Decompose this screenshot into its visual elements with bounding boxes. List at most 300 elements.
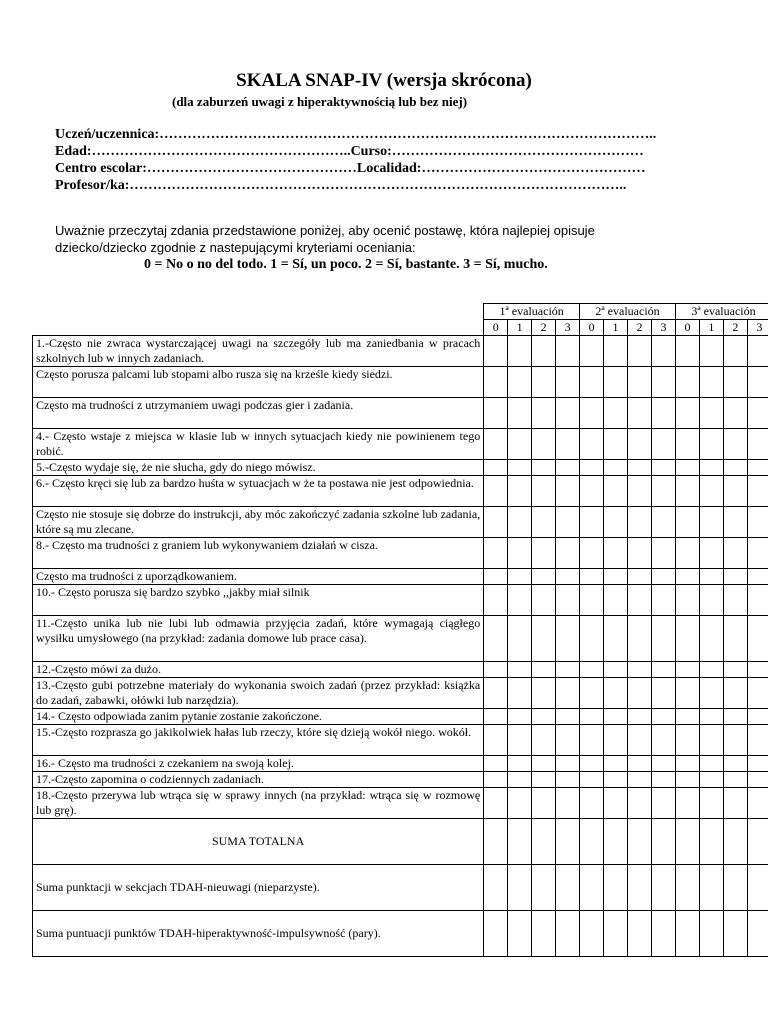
score-cell[interactable] bbox=[747, 398, 768, 429]
score-cell[interactable] bbox=[580, 336, 604, 367]
table-row bbox=[33, 585, 768, 616]
score-cell[interactable] bbox=[556, 569, 580, 585]
score-cell[interactable] bbox=[651, 367, 675, 398]
score-header: 3 bbox=[556, 320, 580, 336]
score-cell[interactable] bbox=[580, 429, 604, 460]
score-cell[interactable] bbox=[508, 398, 532, 429]
score-cell[interactable] bbox=[628, 538, 652, 569]
score-cell[interactable] bbox=[723, 865, 747, 911]
score-cell[interactable] bbox=[723, 756, 747, 772]
score-cell[interactable] bbox=[580, 709, 604, 725]
score-cell[interactable] bbox=[723, 476, 747, 507]
score-cell[interactable] bbox=[532, 460, 556, 476]
sum-row bbox=[33, 911, 768, 957]
score-cell[interactable] bbox=[747, 725, 768, 756]
score-cell[interactable] bbox=[651, 725, 675, 756]
score-cell[interactable] bbox=[484, 772, 508, 788]
score-cell[interactable] bbox=[747, 507, 768, 538]
score-cell[interactable] bbox=[699, 569, 723, 585]
score-header: 0 bbox=[580, 320, 604, 336]
score-cell[interactable] bbox=[580, 756, 604, 772]
table-row bbox=[33, 756, 768, 772]
score-cell[interactable] bbox=[747, 756, 768, 772]
page-title: SKALA SNAP-IV (wersja skrócona) bbox=[236, 70, 532, 91]
score-cell[interactable] bbox=[747, 429, 768, 460]
score-cell[interactable] bbox=[556, 911, 580, 957]
item-text: 4.- Często wstaje z miejsca w klasie lub w innych sytuacjach kiedy nie powinienem tego robić. bbox=[33, 429, 484, 460]
score-cell[interactable] bbox=[651, 819, 675, 865]
score-cell[interactable] bbox=[747, 709, 768, 725]
score-cell[interactable] bbox=[651, 538, 675, 569]
score-cell[interactable] bbox=[508, 476, 532, 507]
score-cell[interactable] bbox=[532, 725, 556, 756]
score-cell[interactable] bbox=[604, 507, 628, 538]
score-cell[interactable] bbox=[580, 367, 604, 398]
score-cell[interactable] bbox=[723, 585, 747, 616]
score-cell[interactable] bbox=[723, 662, 747, 678]
score-cell[interactable] bbox=[628, 709, 652, 725]
score-cell[interactable] bbox=[747, 819, 768, 865]
score-cell[interactable] bbox=[532, 819, 556, 865]
score-cell[interactable] bbox=[580, 819, 604, 865]
score-cell[interactable] bbox=[651, 398, 675, 429]
score-cell[interactable] bbox=[675, 709, 699, 725]
score-cell[interactable] bbox=[532, 507, 556, 538]
score-cell[interactable] bbox=[747, 336, 768, 367]
score-cell[interactable] bbox=[604, 569, 628, 585]
score-cell[interactable] bbox=[628, 865, 652, 911]
score-cell[interactable] bbox=[580, 476, 604, 507]
score-cell[interactable] bbox=[628, 725, 652, 756]
score-cell[interactable] bbox=[604, 678, 628, 709]
item-text: Często ma trudności z utrzymaniem uwagi podczas gier i zadania. bbox=[33, 398, 484, 429]
table-row bbox=[33, 507, 768, 538]
score-cell[interactable] bbox=[651, 911, 675, 957]
score-cell[interactable] bbox=[628, 569, 652, 585]
table-row bbox=[33, 772, 768, 788]
score-cell[interactable] bbox=[556, 725, 580, 756]
score-cell[interactable] bbox=[556, 819, 580, 865]
score-cell[interactable] bbox=[580, 507, 604, 538]
score-cell[interactable] bbox=[532, 569, 556, 585]
score-cell[interactable] bbox=[604, 616, 628, 662]
score-cell[interactable] bbox=[532, 662, 556, 678]
score-cell[interactable] bbox=[651, 788, 675, 819]
score-cell[interactable] bbox=[747, 585, 768, 616]
score-cell[interactable] bbox=[747, 460, 768, 476]
score-cell[interactable] bbox=[699, 788, 723, 819]
score-cell[interactable] bbox=[699, 585, 723, 616]
score-cell[interactable] bbox=[508, 336, 532, 367]
score-cell[interactable] bbox=[675, 398, 699, 429]
score-cell[interactable] bbox=[484, 429, 508, 460]
score-cell[interactable] bbox=[604, 911, 628, 957]
score-cell[interactable] bbox=[699, 336, 723, 367]
item-text: 11.-Często unika lub nie lubi lub odmawia przyjęcia zadań, które wymagają ciągłego wysiłku umysłowego (na przykład: zadania domowe lub prace casa). bbox=[33, 616, 484, 662]
score-cell[interactable] bbox=[699, 709, 723, 725]
score-cell[interactable] bbox=[675, 819, 699, 865]
score-cell[interactable] bbox=[508, 865, 532, 911]
score-cell[interactable] bbox=[651, 865, 675, 911]
score-cell[interactable] bbox=[484, 476, 508, 507]
score-cell[interactable] bbox=[604, 662, 628, 678]
score-cell[interactable] bbox=[628, 367, 652, 398]
score-cell[interactable] bbox=[580, 911, 604, 957]
score-header: 0 bbox=[484, 320, 508, 336]
score-cell[interactable] bbox=[723, 507, 747, 538]
score-cell[interactable] bbox=[675, 911, 699, 957]
score-cell[interactable] bbox=[508, 756, 532, 772]
score-cell[interactable] bbox=[508, 911, 532, 957]
score-cell[interactable] bbox=[628, 585, 652, 616]
score-cell[interactable] bbox=[532, 336, 556, 367]
score-cell[interactable] bbox=[508, 460, 532, 476]
score-cell[interactable] bbox=[651, 429, 675, 460]
score-cell[interactable] bbox=[484, 367, 508, 398]
score-cell[interactable] bbox=[484, 756, 508, 772]
sum-label: Suma puntuacji punktów TDAH-hiperaktywność-impulsywność (pary). bbox=[33, 911, 484, 957]
score-cell[interactable] bbox=[580, 788, 604, 819]
score-cell[interactable] bbox=[484, 709, 508, 725]
score-cell[interactable] bbox=[508, 367, 532, 398]
score-cell[interactable] bbox=[699, 507, 723, 538]
score-cell[interactable] bbox=[556, 507, 580, 538]
score-cell[interactable] bbox=[651, 460, 675, 476]
score-cell[interactable] bbox=[651, 569, 675, 585]
score-cell[interactable] bbox=[532, 756, 556, 772]
score-cell[interactable] bbox=[604, 865, 628, 911]
score-cell[interactable] bbox=[532, 616, 556, 662]
score-cell[interactable] bbox=[747, 911, 768, 957]
evaluation-header: 1ª evaluación bbox=[484, 304, 580, 320]
score-cell[interactable] bbox=[508, 429, 532, 460]
score-cell[interactable] bbox=[675, 429, 699, 460]
score-cell[interactable] bbox=[604, 756, 628, 772]
score-cell[interactable] bbox=[532, 476, 556, 507]
score-cell[interactable] bbox=[699, 756, 723, 772]
score-cell[interactable] bbox=[699, 538, 723, 569]
score-cell[interactable] bbox=[508, 819, 532, 865]
score-cell[interactable] bbox=[508, 616, 532, 662]
score-cell[interactable] bbox=[532, 709, 556, 725]
score-cell[interactable] bbox=[604, 772, 628, 788]
score-cell[interactable] bbox=[628, 756, 652, 772]
score-cell[interactable] bbox=[604, 709, 628, 725]
table-row bbox=[33, 429, 768, 460]
score-cell[interactable] bbox=[508, 709, 532, 725]
score-cell[interactable] bbox=[747, 367, 768, 398]
score-cell[interactable] bbox=[699, 911, 723, 957]
score-cell[interactable] bbox=[628, 819, 652, 865]
score-cell[interactable] bbox=[580, 725, 604, 756]
score-cell[interactable] bbox=[651, 678, 675, 709]
score-cell[interactable] bbox=[604, 336, 628, 367]
score-cell[interactable] bbox=[675, 788, 699, 819]
score-cell[interactable] bbox=[747, 662, 768, 678]
score-cell[interactable] bbox=[556, 398, 580, 429]
score-cell[interactable] bbox=[675, 367, 699, 398]
score-cell[interactable] bbox=[532, 367, 556, 398]
score-cell[interactable] bbox=[508, 569, 532, 585]
score-cell[interactable] bbox=[508, 772, 532, 788]
score-cell[interactable] bbox=[532, 429, 556, 460]
score-cell[interactable] bbox=[651, 507, 675, 538]
score-cell[interactable] bbox=[723, 569, 747, 585]
score-cell[interactable] bbox=[484, 507, 508, 538]
score-cell[interactable] bbox=[556, 678, 580, 709]
score-cell[interactable] bbox=[699, 819, 723, 865]
score-cell[interactable] bbox=[675, 585, 699, 616]
score-cell[interactable] bbox=[651, 585, 675, 616]
table-row bbox=[33, 538, 768, 569]
score-cell[interactable] bbox=[723, 819, 747, 865]
score-cell[interactable] bbox=[484, 538, 508, 569]
score-cell[interactable] bbox=[556, 709, 580, 725]
score-cell[interactable] bbox=[532, 398, 556, 429]
student-field[interactable]: Uczeń/uczennica:…………………………………………………………………………………………….. bbox=[55, 127, 657, 142]
score-cell[interactable] bbox=[628, 662, 652, 678]
age-course-field[interactable]: Edad:………………………………………………..Curso:……………………………………………… bbox=[55, 144, 644, 159]
score-cell[interactable] bbox=[580, 538, 604, 569]
score-cell[interactable] bbox=[556, 865, 580, 911]
score-cell[interactable] bbox=[675, 725, 699, 756]
score-cell[interactable] bbox=[699, 865, 723, 911]
score-header: 0 bbox=[675, 320, 699, 336]
item-text: 16.- Często ma trudności z czekaniem na swoją kolej. bbox=[33, 756, 484, 772]
score-cell[interactable] bbox=[699, 398, 723, 429]
item-text: 1.-Często nie zwraca wystarczającej uwagi na szczegóły lub ma zaniedbania w pracach szkolnych lub w innych zadaniach. bbox=[33, 336, 484, 367]
score-cell[interactable] bbox=[604, 585, 628, 616]
score-cell[interactable] bbox=[723, 398, 747, 429]
table-row bbox=[33, 788, 768, 819]
score-cell[interactable] bbox=[723, 616, 747, 662]
score-cell[interactable] bbox=[484, 398, 508, 429]
score-cell[interactable] bbox=[675, 678, 699, 709]
score-cell[interactable] bbox=[604, 429, 628, 460]
score-cell[interactable] bbox=[556, 585, 580, 616]
score-cell[interactable] bbox=[604, 367, 628, 398]
score-cell[interactable] bbox=[532, 788, 556, 819]
score-cell[interactable] bbox=[723, 772, 747, 788]
score-cell[interactable] bbox=[556, 476, 580, 507]
rating-scale: 0 = No o no del todo. 1 = Sí, un poco. 2 = Sí, bastante. 3 = Sí, mucho. bbox=[144, 257, 548, 272]
score-cell[interactable] bbox=[723, 678, 747, 709]
score-cell[interactable] bbox=[556, 538, 580, 569]
score-header: 2 bbox=[723, 320, 747, 336]
score-cell[interactable] bbox=[651, 709, 675, 725]
teacher-field[interactable]: Profesor/ka:…………………………………………………………………………………………….. bbox=[55, 178, 627, 193]
score-header: 1 bbox=[604, 320, 628, 336]
score-cell[interactable] bbox=[675, 662, 699, 678]
score-cell[interactable] bbox=[675, 569, 699, 585]
score-cell[interactable] bbox=[699, 662, 723, 678]
score-cell[interactable] bbox=[580, 662, 604, 678]
score-cell[interactable] bbox=[675, 616, 699, 662]
score-cell[interactable] bbox=[699, 429, 723, 460]
score-cell[interactable] bbox=[651, 772, 675, 788]
score-cell[interactable] bbox=[675, 336, 699, 367]
score-cell[interactable] bbox=[675, 460, 699, 476]
score-cell[interactable] bbox=[580, 398, 604, 429]
score-cell[interactable] bbox=[747, 538, 768, 569]
score-cell[interactable] bbox=[651, 616, 675, 662]
score-cell[interactable] bbox=[556, 429, 580, 460]
score-cell[interactable] bbox=[484, 585, 508, 616]
item-text: 14.- Często odpowiada zanim pytanie zostanie zakończone. bbox=[33, 709, 484, 725]
score-cell[interactable] bbox=[556, 788, 580, 819]
score-cell[interactable] bbox=[508, 725, 532, 756]
score-cell[interactable] bbox=[580, 678, 604, 709]
score-cell[interactable] bbox=[484, 569, 508, 585]
table-row bbox=[33, 398, 768, 429]
score-cell[interactable] bbox=[532, 585, 556, 616]
score-cell[interactable] bbox=[651, 476, 675, 507]
score-cell[interactable] bbox=[556, 460, 580, 476]
score-cell[interactable] bbox=[628, 336, 652, 367]
score-cell[interactable] bbox=[580, 865, 604, 911]
score-cell[interactable] bbox=[508, 678, 532, 709]
item-text: Często nie stosuje się dobrze do instrukcji, aby móc zakończyć zadania szkolne lub zadania, które są mu zlecane. bbox=[33, 507, 484, 538]
score-header: 3 bbox=[747, 320, 768, 336]
score-cell[interactable] bbox=[628, 911, 652, 957]
score-cell[interactable] bbox=[675, 865, 699, 911]
score-cell[interactable] bbox=[484, 788, 508, 819]
score-cell[interactable] bbox=[628, 678, 652, 709]
table-corner bbox=[33, 304, 484, 336]
score-cell[interactable] bbox=[532, 772, 556, 788]
score-cell[interactable] bbox=[532, 678, 556, 709]
score-cell[interactable] bbox=[747, 772, 768, 788]
score-cell[interactable] bbox=[723, 725, 747, 756]
score-cell[interactable] bbox=[699, 476, 723, 507]
score-cell[interactable] bbox=[532, 865, 556, 911]
item-text: 13.-Często gubi potrzebne materiały do wykonania swoich zadań (przez przykład: książka do zadań, zabawki, ołówki lub narzędzia). bbox=[33, 678, 484, 709]
score-cell[interactable] bbox=[628, 429, 652, 460]
instructions-line-2: dziecko/dziecko zgodnie z nastepującymi kryteriami oceniania: bbox=[55, 240, 416, 255]
instructions bbox=[55, 222, 615, 256]
score-cell[interactable] bbox=[484, 819, 508, 865]
score-cell[interactable] bbox=[484, 911, 508, 957]
score-cell[interactable] bbox=[556, 367, 580, 398]
sum-row bbox=[33, 865, 768, 911]
score-cell[interactable] bbox=[580, 569, 604, 585]
score-cell[interactable] bbox=[556, 772, 580, 788]
score-cell[interactable] bbox=[723, 911, 747, 957]
score-cell[interactable] bbox=[675, 756, 699, 772]
score-cell[interactable] bbox=[699, 367, 723, 398]
score-cell[interactable] bbox=[651, 336, 675, 367]
score-cell[interactable] bbox=[628, 507, 652, 538]
score-cell[interactable] bbox=[747, 476, 768, 507]
score-cell[interactable] bbox=[628, 460, 652, 476]
score-cell[interactable] bbox=[508, 662, 532, 678]
score-cell[interactable] bbox=[580, 616, 604, 662]
score-cell[interactable] bbox=[723, 429, 747, 460]
score-cell[interactable] bbox=[556, 336, 580, 367]
score-cell[interactable] bbox=[628, 398, 652, 429]
item-text: 17.-Często zapomina o codziennych zadaniach. bbox=[33, 772, 484, 788]
table-row bbox=[33, 367, 768, 398]
score-cell[interactable] bbox=[723, 336, 747, 367]
score-cell[interactable] bbox=[747, 616, 768, 662]
score-cell[interactable] bbox=[484, 865, 508, 911]
score-cell[interactable] bbox=[484, 336, 508, 367]
score-cell[interactable] bbox=[723, 788, 747, 819]
score-cell[interactable] bbox=[723, 460, 747, 476]
score-cell[interactable] bbox=[532, 538, 556, 569]
score-cell[interactable] bbox=[723, 538, 747, 569]
score-cell[interactable] bbox=[675, 538, 699, 569]
item-text: 5.-Często wydaje się, że nie słucha, gdy do niego mówisz. bbox=[33, 460, 484, 476]
score-cell[interactable] bbox=[484, 678, 508, 709]
table-row bbox=[33, 460, 768, 476]
score-cell[interactable] bbox=[556, 616, 580, 662]
score-cell[interactable] bbox=[508, 507, 532, 538]
score-cell[interactable] bbox=[699, 678, 723, 709]
score-cell[interactable] bbox=[628, 616, 652, 662]
score-cell[interactable] bbox=[604, 819, 628, 865]
score-cell[interactable] bbox=[747, 865, 768, 911]
score-cell[interactable] bbox=[747, 678, 768, 709]
score-cell[interactable] bbox=[628, 476, 652, 507]
score-cell[interactable] bbox=[675, 772, 699, 788]
score-cell[interactable] bbox=[604, 788, 628, 819]
score-cell[interactable] bbox=[675, 476, 699, 507]
score-cell[interactable] bbox=[723, 367, 747, 398]
score-cell[interactable] bbox=[651, 756, 675, 772]
score-cell[interactable] bbox=[532, 911, 556, 957]
item-text: 10.- Często porusza się bardzo szybko ,,jakby miał silnik bbox=[33, 585, 484, 616]
score-cell[interactable] bbox=[508, 788, 532, 819]
sum-row bbox=[33, 819, 768, 865]
score-cell[interactable] bbox=[508, 538, 532, 569]
score-cell[interactable] bbox=[580, 585, 604, 616]
score-cell[interactable] bbox=[580, 460, 604, 476]
score-cell[interactable] bbox=[508, 585, 532, 616]
score-header: 2 bbox=[628, 320, 652, 336]
score-cell[interactable] bbox=[484, 662, 508, 678]
score-cell[interactable] bbox=[651, 662, 675, 678]
score-cell[interactable] bbox=[580, 772, 604, 788]
score-cell[interactable] bbox=[604, 476, 628, 507]
score-cell[interactable] bbox=[628, 772, 652, 788]
score-cell[interactable] bbox=[699, 725, 723, 756]
item-text: 15.-Często rozprasza go jakikolwiek hałas lub rzeczy, które się dzieją wokół niego. wokół. bbox=[33, 725, 484, 756]
score-cell[interactable] bbox=[723, 709, 747, 725]
score-cell[interactable] bbox=[699, 772, 723, 788]
score-cell[interactable] bbox=[747, 569, 768, 585]
score-cell[interactable] bbox=[699, 616, 723, 662]
evaluation-header: 3ª evaluación bbox=[675, 304, 768, 320]
score-cell[interactable] bbox=[604, 538, 628, 569]
score-cell[interactable] bbox=[604, 725, 628, 756]
score-cell[interactable] bbox=[699, 460, 723, 476]
score-cell[interactable] bbox=[675, 507, 699, 538]
score-cell[interactable] bbox=[556, 756, 580, 772]
score-cell[interactable] bbox=[604, 460, 628, 476]
score-cell[interactable] bbox=[628, 788, 652, 819]
score-cell[interactable] bbox=[604, 398, 628, 429]
score-header: 1 bbox=[699, 320, 723, 336]
school-locality-field[interactable]: Centro escolar:………………………………………Localidad:………………………………………… bbox=[55, 161, 646, 176]
score-cell[interactable] bbox=[484, 460, 508, 476]
score-cell[interactable] bbox=[484, 616, 508, 662]
score-cell[interactable] bbox=[556, 662, 580, 678]
score-cell[interactable] bbox=[747, 788, 768, 819]
score-cell[interactable] bbox=[484, 725, 508, 756]
item-text: 18.-Często przerywa lub wtrąca się w sprawy innych (na przykład: wtrąca się w rozmowę lub grę). bbox=[33, 788, 484, 819]
sum-label: SUMA TOTALNA bbox=[33, 819, 484, 865]
